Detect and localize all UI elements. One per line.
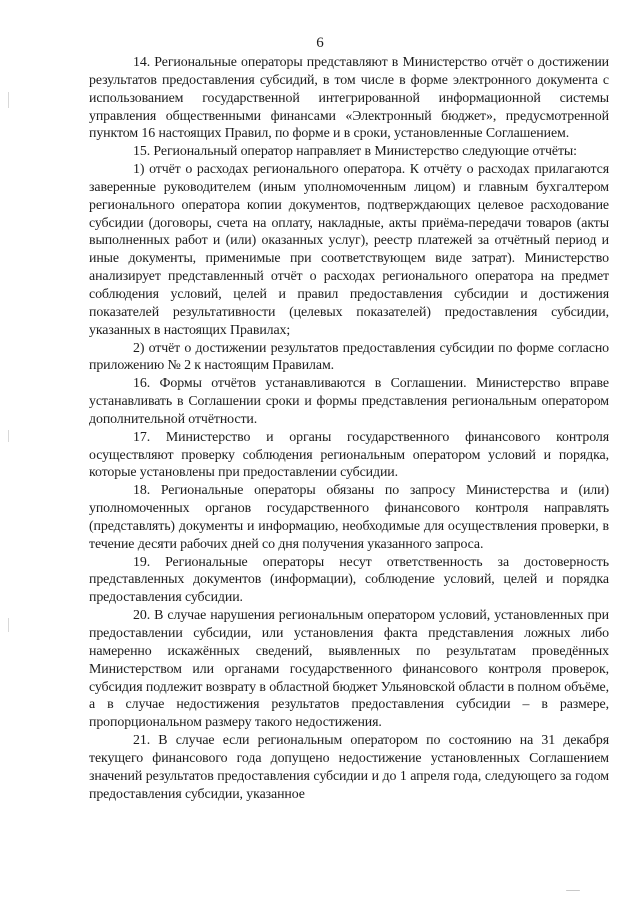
scan-artifact [566,890,580,891]
scan-artifact [8,430,9,442]
page-number: 6 [316,35,324,51]
paragraph-15-item-1: 1) отчёт о расходах регионального оператора. К отчёту о расходах прилагаются заверенные руководителем (иным уполномоченным лицом) и главным бухгалтером регионального оператора копии документов, подтверждающих целевое расходование субсидии (договоры, счета на оплату, накладные, акты приёма-передачи товаров (акты выполненных работ и (или) оказанных услуг), реестр платежей за отчётный период и иные документы, применимые при соответствующем виде затрат). Министерство анализирует представленный отчёт о расходах регионального оператора на предмет соблюдения условий, целей и правил предоставления субсидии и достижения показателей результативности (целевых показателей) предоставления субсидии, указанных в настоящих Правилах; [89,162,609,338]
paragraph-20: 20. В случае нарушения региональным оператором условий, установленных при предоставлении субсидии, или установления факта представления ложных либо намеренно искажённых сведений, выявленных по результатам проведённых Министерством или органами государственного финансового контроля проверок, субсидия подлежит возврату в областной бюджет Ульяновской области в полном объёме, а в случае недостижения результатов предоставления субсидии – в размере, пропорциональном размеру такого недостижения. [89,608,609,731]
paragraph-19: 19. Региональные операторы несут ответственность за достоверность представленных документов (информации), соблюдение условий, целей и порядка предоставления субсидии. [89,554,609,606]
paragraph-17: 17. Министерство и органы государственного финансового контроля осуществляют проверку соблюдения региональным оператором условий и порядка, которые установлены при предоставлении субсидии. [89,429,609,481]
paragraph-14: 14. Региональные операторы представляют в Министерство отчёт о достижении результатов предоставления субсидий, в том числе в форме электронного документа с использованием государственной интегрированной информационной системы управления общественными финансами «Электронный бюджет», предусмотренной пунктом 16 настоящих Правил, по форме и в сроки, установленные Соглашением. [89,55,609,142]
paragraph-21: 21. В случае если региональным оператором по состоянию на 31 декабря текущего финансового года допущено недостижение установленных Соглашением значений результатов предоставления субсидии и до 1 апреля года, следующего за годом предоставления субсидии, указанное [89,733,609,802]
paragraph-15-item-2: 2) отчёт о достижении результатов предоставления субсидии по форме согласно приложению № 2 к настоящим Правилам. [89,340,609,374]
scan-artifact [8,618,9,632]
paragraph-15: 15. Региональный оператор направляет в Министерство следующие отчёты: [133,144,577,160]
scan-artifact [8,92,9,108]
paragraph-18: 18. Региональные операторы обязаны по запросу Министерства и (или) уполномоченных органов государственного финансового контроля направлять (представлять) документы и информацию, необходимые для осуществления проверки, в течение десяти рабочих дней со дня получения указанного запроса. [89,483,609,552]
document-body [89,54,609,803]
paragraph-16: 16. Формы отчётов устанавливаются в Соглашении. Министерство вправе устанавливать в Соглашении сроки и формы представления региональным оператором дополнительной отчётности. [89,376,609,427]
